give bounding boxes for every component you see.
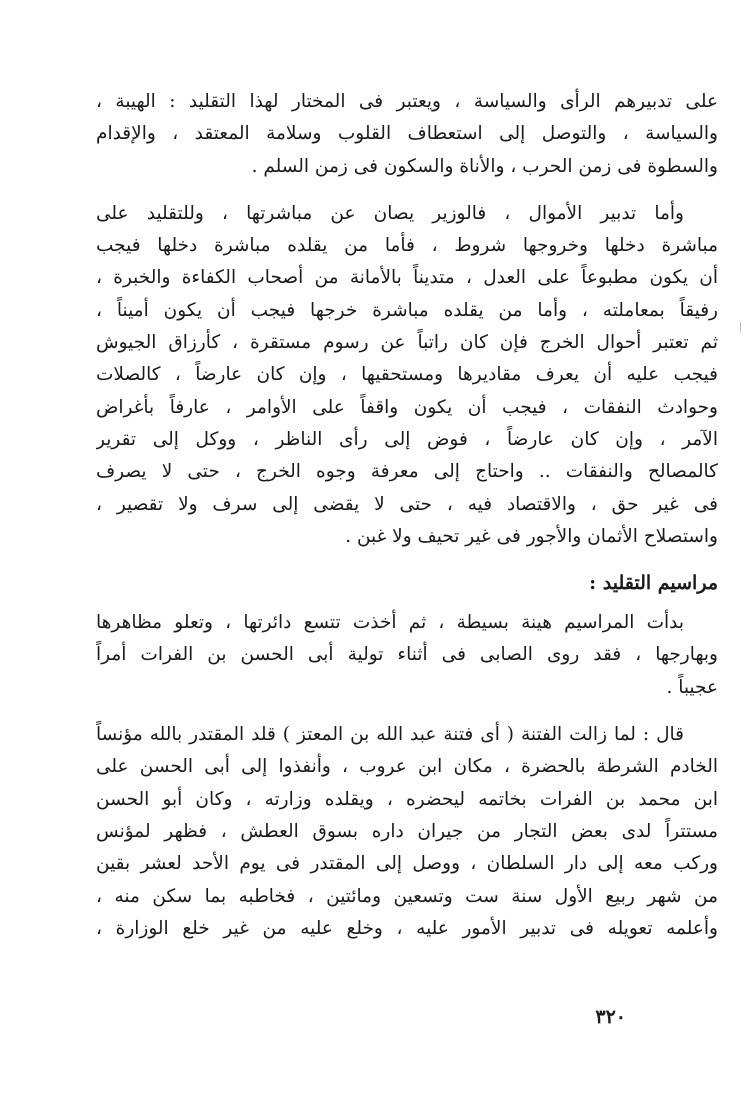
text-line: كالمصالح والنفقات .. واحتاج إلى معرفة وجوه الخرج ، حتى لا يصرف (96, 461, 718, 483)
text-line: بدأت المراسيم هينة بسيطة ، ثم أخذت تتسع دائرتها ، وتعلو مظاهرها (96, 612, 684, 634)
text-line: والسطوة فى زمن الحرب ، والأناة والسكون فى زمن السلم . (251, 155, 718, 177)
text-line: وحوادث النفقات ، فيجب أن يكون واقفاً على الأوامر ، عارفاً بأغراض (96, 396, 718, 418)
text-line: من شهر ربيع الأول سنة ست وتسعين ومائتين ، فخاطبه بما سكن منه ، (96, 885, 718, 907)
paragraph-ceremonies (96, 607, 718, 704)
text-line: والسياسة ، والتوصل إلى استعطاف القلوب وسلامة المعتقد ، والإقدام (96, 123, 718, 145)
text-line: الآمر ، وإن كان عارضاً ، فوض إلى رأى الناظر ، ووكل إلى تقرير (96, 428, 718, 450)
text-line: الخادم الشرطة بالحضرة ، مكان ابن عروب ، وأنفذوا إلى أبى الحسن على (96, 756, 718, 778)
text-line: وبهارجها ، فقد روى الصابى فى أثناء تولية أبى الحسن بن الفرات أمراً (96, 644, 718, 666)
text-line: ابن محمد بن الفرات بخاتمه ليحضره ، ويقلده وزارته ، وكان أبو الحسن (96, 788, 718, 810)
paragraph-finances (96, 198, 718, 553)
margin-mark (740, 322, 741, 332)
book-page (96, 86, 718, 1066)
text-line: مباشرة دخلها وخروجها شروط ، فأما من يقلده مباشرة دخلها فيجب (96, 235, 718, 257)
text-line: وركب معه إلى دار السلطان ، ووصل إلى المقتدر فى يوم الأحد لعشر بقين (96, 853, 718, 875)
text-line: عجيباً . (666, 676, 718, 698)
text-line: على تدبيرهم الرأى والسياسة ، ويعتبر فى المختار لهذا التقليد : الهيبة ، (96, 91, 718, 112)
text-line: ثم تعتبر أحوال الخرج فإن كان راتباً عن رسوم مستقرة ، كأرزاق الجيوش (96, 332, 718, 354)
paragraph-narration (96, 719, 718, 945)
text-line: أن يكون مطبوعاً على العدل ، متديناً بالأمانة من أصحاب الكفاءة والخبرة ، (96, 267, 718, 289)
text-line: واستصلاح الأثمان والأجور فى غير تحيف ولا غبن . (345, 525, 718, 547)
text-line: رفيقاً بمعاملته ، وأما من يقلده مباشرة خرجها فيجب أن يكون أميناً ، (96, 299, 718, 321)
paragraph-gap (96, 183, 718, 198)
text-line: فيجب عليه أن يعرف مقاديرها ومستحقيها ، وإن كان عارضاً ، كالصلات (96, 364, 718, 386)
text-line: مستتراً لدى بعض التجار من جيران داره بسوق العطش ، فظهر لمؤنس (96, 820, 718, 842)
section-heading: مراسيم التقليد : (589, 572, 718, 595)
paragraph-advisors (96, 86, 718, 183)
text-line: وأعلمه تعويله فى تدبير الأمور عليه ، وخلع عليه من غير خلع الوزارة ، (96, 917, 718, 939)
paragraph-gap (96, 704, 718, 719)
text-line: فى غير حق ، والاقتصاد فيه ، حتى لا يقضى إلى سرف ولا تقصير ، (96, 493, 718, 515)
text-line: وأما تدبير الأموال ، فالوزير يصان عن مباشرتها ، وللتقليد على (96, 202, 684, 224)
text-line: قال : لما زالت الفتنة ( أى فتنة عبد الله بن المعتز ) قلد المقتدر بالله مؤنساً (96, 724, 684, 746)
page-number: ٣٢٠ (595, 1006, 626, 1028)
